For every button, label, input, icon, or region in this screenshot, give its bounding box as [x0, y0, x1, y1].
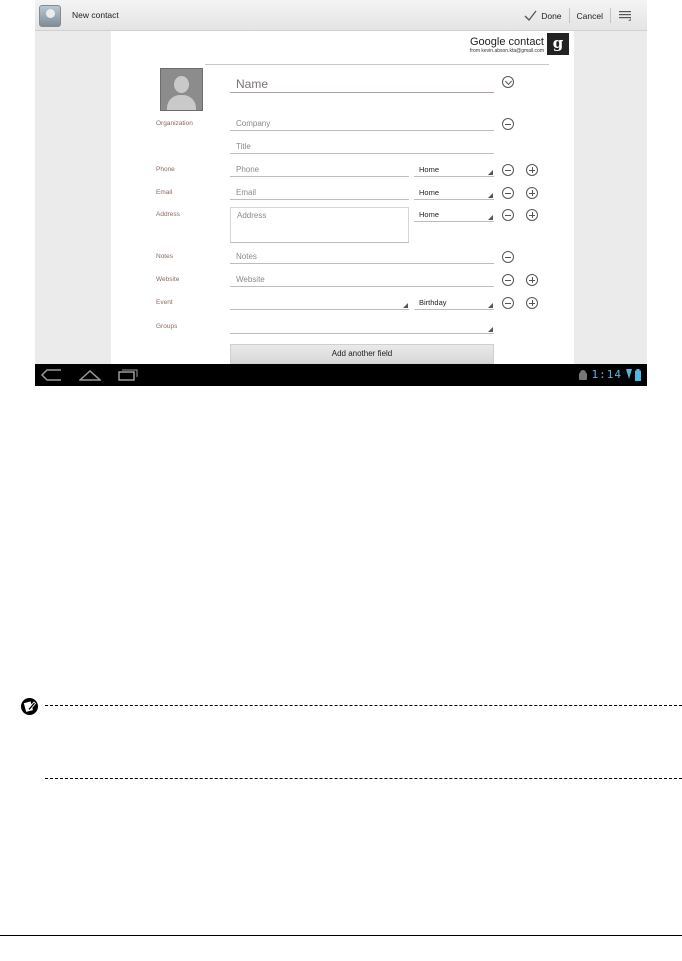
email-type-value: Home	[419, 188, 440, 197]
phone-type-select[interactable]	[414, 164, 494, 177]
avatar-body	[167, 95, 196, 111]
divider	[205, 64, 549, 65]
label-organization: Organization	[156, 120, 193, 127]
phone-type-value: Home	[419, 165, 440, 174]
cancel-label: Cancel	[576, 10, 603, 21]
contact-photo[interactable]	[160, 68, 203, 111]
done-label: Done	[541, 10, 562, 21]
account-email: from kevin.abson.kta@gmail.com	[470, 48, 544, 54]
battery-icon	[635, 369, 641, 381]
label-website: Website	[156, 276, 180, 283]
remove-website-button[interactable]	[502, 274, 514, 286]
clock: 1:14	[591, 368, 622, 381]
android-notification-icon	[578, 369, 588, 381]
label-groups: Groups	[156, 323, 178, 330]
label-address: Address	[156, 211, 180, 218]
email-placeholder: Email	[236, 188, 257, 197]
system-bar	[35, 364, 647, 386]
phone-placeholder: Phone	[236, 165, 260, 174]
dropdown-arrow-icon	[488, 327, 493, 332]
done-button[interactable]	[517, 4, 568, 27]
add-event-button[interactable]	[526, 297, 538, 309]
event-type-value: Birthday	[419, 298, 447, 307]
home-icon[interactable]	[79, 369, 101, 381]
event-date-select[interactable]	[230, 297, 409, 310]
dropdown-arrow-icon	[488, 303, 493, 308]
address-type-select[interactable]	[414, 209, 494, 222]
company-placeholder: Company	[236, 119, 271, 128]
contact-form	[111, 31, 574, 364]
note-divider-bottom	[45, 778, 682, 779]
dropdown-arrow-icon	[488, 170, 493, 175]
add-another-field-button[interactable]: Add another field	[230, 344, 494, 364]
google-logo: g	[547, 33, 569, 55]
remove-organization-button[interactable]	[502, 118, 514, 130]
dropdown-arrow-icon	[488, 193, 493, 198]
remove-event-button[interactable]	[502, 297, 514, 309]
page-title: New contact	[72, 10, 119, 20]
account-type: Google contact	[470, 36, 544, 48]
website-field[interactable]	[230, 274, 494, 287]
action-bar	[35, 0, 647, 31]
status-area[interactable]	[578, 368, 642, 381]
add-website-button[interactable]	[526, 274, 538, 286]
notes-placeholder: Notes	[236, 252, 257, 261]
remove-phone-button[interactable]	[502, 164, 514, 176]
add-address-button[interactable]	[526, 209, 538, 221]
event-type-select[interactable]	[414, 297, 494, 310]
action-bar-actions	[517, 4, 639, 27]
company-field[interactable]	[230, 118, 494, 131]
notes-field[interactable]	[230, 251, 494, 264]
dropdown-arrow-icon	[403, 303, 408, 308]
back-icon[interactable]	[41, 369, 63, 381]
app-contacts-icon[interactable]	[39, 5, 61, 27]
label-notes: Notes	[156, 253, 173, 260]
website-placeholder: Website	[236, 275, 265, 284]
address-type-value: Home	[419, 210, 440, 219]
expand-name-button[interactable]	[502, 76, 514, 88]
address-placeholder: Address	[237, 211, 267, 220]
address-field[interactable]	[230, 207, 409, 243]
check-icon	[524, 10, 537, 21]
note-icon	[20, 697, 39, 716]
email-type-select[interactable]	[414, 187, 494, 200]
label-email: Email	[156, 189, 173, 196]
note-divider-top	[45, 705, 682, 706]
tablet-screen	[35, 0, 647, 386]
avatar-head	[174, 76, 189, 93]
overflow-menu-button[interactable]	[611, 4, 639, 27]
remove-notes-button[interactable]	[502, 251, 514, 263]
label-phone: Phone	[156, 166, 175, 173]
name-field[interactable]	[230, 71, 494, 93]
add-phone-button[interactable]	[526, 164, 538, 176]
recent-apps-icon[interactable]	[118, 369, 138, 381]
phone-field[interactable]	[230, 164, 409, 177]
remove-email-button[interactable]	[502, 187, 514, 199]
label-event: Event	[156, 299, 173, 306]
title-field[interactable]	[230, 141, 494, 154]
groups-select[interactable]	[230, 321, 494, 334]
wifi-icon	[626, 369, 632, 380]
remove-address-button[interactable]	[502, 209, 514, 221]
email-field[interactable]	[230, 187, 409, 200]
footer-rule	[0, 935, 682, 936]
title-placeholder: Title	[236, 142, 251, 151]
add-email-button[interactable]	[526, 187, 538, 199]
name-placeholder: Name	[236, 77, 269, 91]
dropdown-arrow-icon	[488, 215, 493, 220]
cancel-button[interactable]	[570, 4, 610, 27]
overflow-menu-icon	[618, 10, 632, 21]
